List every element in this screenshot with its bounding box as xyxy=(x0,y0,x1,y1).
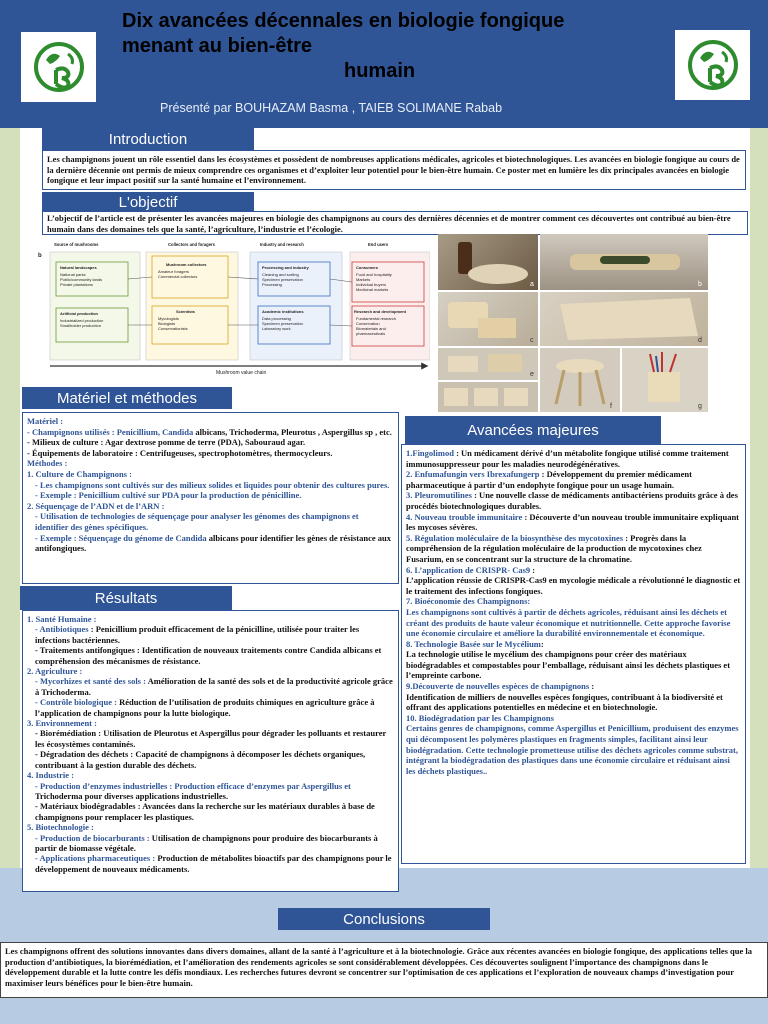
svg-text:Private plantations: Private plantations xyxy=(60,282,93,287)
svg-text:Food and hospitality: Food and hospitality xyxy=(356,272,392,277)
introduction-heading: Introduction xyxy=(42,128,254,150)
photo-letter-c: c xyxy=(530,337,534,344)
photo-g xyxy=(622,348,708,412)
col-collectors: Collectors and foragers xyxy=(168,242,216,247)
photo-letter-e: e xyxy=(530,371,534,378)
authors: Présenté par BOUHAZAM Basma , TAIEB SOLIMANE Rabab xyxy=(160,101,503,115)
materiel-line: - Champignons utilisés : Penicillium, Candida xyxy=(27,426,194,437)
title-line-3: humain xyxy=(344,60,416,82)
col-end-users: End users xyxy=(368,242,389,247)
svg-text:Commercial collectors: Commercial collectors xyxy=(158,274,198,279)
photo-a xyxy=(438,234,538,290)
materiel-line: 2. Séquençage de l’ADN et de l’ARN : xyxy=(27,500,165,511)
photo-letter-d: d xyxy=(698,337,702,344)
materiel-line: Matériel : xyxy=(27,416,64,426)
materiel-line: 1. Culture de Champignons : xyxy=(27,468,132,479)
title-line-1: Dix avancées décennales en biologie fongique xyxy=(122,10,565,32)
logo-icon xyxy=(684,38,742,92)
materiel-line: albicans pour identifier les gènes de résistance aux antifongiques. xyxy=(35,532,391,554)
svg-text:Processing: Processing xyxy=(262,282,282,287)
materiel-line: - Utilisation de technologies de séquençage pour analyser les génomes des champignons et identifier des gènes spécifiques. xyxy=(35,511,359,532)
svg-text:Industrialized production: Industrialized production xyxy=(60,318,104,323)
photo-e2 xyxy=(438,382,538,412)
svg-text:Amateur foragers: Amateur foragers xyxy=(158,269,189,274)
c4a-title: Consumers xyxy=(356,265,379,270)
photo-b xyxy=(540,234,708,290)
university-logo-left xyxy=(21,32,96,102)
conclusions-text: Les champignons offrent des solutions innovantes dans divers domaines, allant de la santé à l’agriculture et à la biotechnologie. Grâce aux récentes avancées en biologie fongique, des applications telles que la production d’antibiotiques, la biorémédiation, et l’amélioration des rendements agricoles se sont considérablement développées. Ces découvertes soulignent l’importance des champignons dans le développement durable et la lutte contre les défis mondiaux. Les recherches futures devront se concentrer sur l’optimisation de ces applications et l’exploration de nouveaux champs d’investigation pour maximiser leurs bénéfices pour le bien-être humain. xyxy=(0,942,768,998)
svg-text:Laboratory work: Laboratory work xyxy=(262,326,291,331)
c1b-title: Artificial production xyxy=(60,311,98,316)
c4b-title: Research and development xyxy=(354,309,407,314)
materiel-line: - Les champignons sont cultivés sur des milieux solides et liquides pour obtenir des cultures pures. xyxy=(35,479,390,490)
materiel-line: - Équipements de laboratoire : Centrifugeuses, spectrophotomètres, thermocycleurs. xyxy=(27,447,333,458)
photo-c xyxy=(438,292,538,346)
resultats-text: 1. Santé Humaine : - Antibiotiques : Penicillium produit efficacement de la pénicilline, utilisée pour traiter les infections bactériennes. - Traitements antifongiques : Identification de nouveaux traitements contre Candida albicans et compréhension des mécanismes de résistance. 2. Agriculture : - Mycorhizes et santé des sols : Amélioration de la santé des sols et de la productivité agricole grâce à Trichoderma. - Contrôle biologique : Réduction de l’utilisation de produits chimiques en agriculture grâce à l’application de champignons pour la lutte biologique. 3. Environnement : - Biorémédiation : Utilisation de Pleurotus et Aspergillus pour dégrader les polluants et restaurer les écosystèmes contaminés. - Dégradation des déchets : Capacité de champignons à décomposer les déchets organiques, contribuant à la gestion durable des déchets. 4. Industrie : - Production d’enzymes industrielles : Production efficace d’enzymes par Aspergillus et Trichoderma pour diverses applications industrielles. - Matériaux biodégradables : Avancées dans la recherche sur les matériaux durables à base de champignons pour remplacer les plastiques. 5. Biotechnologie : - Production de biocarburants : Utilisation de champignons pour produire des biocarburants à partir de biomasse végétale. - Applications pharmaceutiques : Production de métabolites bioactifs par des champignons pour le développement de nouveaux médicaments. xyxy=(22,610,399,892)
svg-text:Public/community lands: Public/community lands xyxy=(60,277,103,282)
diagram-footer: Mushroom value chain xyxy=(216,370,267,376)
photo-d xyxy=(540,292,708,346)
photo-letter-f: f xyxy=(610,403,612,410)
svg-text:Biologists: Biologists xyxy=(158,321,176,326)
col-source: Source of mushrooms xyxy=(54,242,99,247)
svg-text:Medicinal markets: Medicinal markets xyxy=(356,287,389,292)
svg-text:pharmaceuticals: pharmaceuticals xyxy=(356,331,386,336)
materiel-line: - Milieux de culture : Agar dextrose pomme de terre (PDA), Sabouraud agar. xyxy=(27,437,306,448)
materiel-line: albicans, Trichoderma, Pleurotus , Aspergillus sp , etc. xyxy=(193,426,392,437)
c3b-title: Academic institutions xyxy=(262,309,304,314)
c2b-title: Scientists xyxy=(176,309,195,314)
university-logo-right xyxy=(675,30,750,100)
c2a-title: Mushroom collectors xyxy=(166,262,207,267)
photo-e xyxy=(438,348,538,380)
photo-letter-a: a xyxy=(530,281,534,288)
c3a-title: Processing and industry xyxy=(262,265,309,270)
resultats-heading: Résultats xyxy=(20,586,232,610)
svg-text:Individual buyers: Individual buyers xyxy=(356,282,387,287)
title-line-2: menant au bien-être xyxy=(122,35,313,57)
materiel-line: - Exemple : Penicillium cultivé sur PDA pour la production de pénicilline. xyxy=(35,490,302,501)
svg-text:Markets: Markets xyxy=(356,277,371,282)
objectif-heading: L'objectif xyxy=(42,192,254,212)
c1a-items: National parks xyxy=(60,272,86,277)
mushroom-value-chain-diagram xyxy=(36,240,430,376)
materiel-heading: Matériel et méthodes xyxy=(22,387,232,409)
photo-letter-g: g xyxy=(698,403,702,410)
svg-text:Conservationists: Conservationists xyxy=(158,326,188,331)
conclusions-heading: Conclusions xyxy=(278,908,490,930)
materiel-text xyxy=(22,412,399,584)
poster-header xyxy=(0,0,768,128)
svg-text:Specimen preservation: Specimen preservation xyxy=(262,321,303,326)
c1a-title: Natural landscapes xyxy=(60,265,97,270)
introduction-text: Les champignons jouent un rôle essentiel dans les écosystèmes et possèdent de nombreuses applications médicales, agricoles et biotechnologiques. Les avancées en biologie fongique au cours de la dernière décennie ont permis de mieux comprendre ces organismes et d’exploiter leur potentiel pour le bien-être humain. Ce poster met en lumière les dix principales avancées en biologie fongique et leur impact positif sur la santé humaine et l’environnement. xyxy=(42,150,746,190)
left-side-band xyxy=(0,128,20,868)
svg-text:Specimen preservation: Specimen preservation xyxy=(262,277,303,282)
poster-title xyxy=(122,9,642,84)
svg-text:Biomaterials and: Biomaterials and xyxy=(356,326,386,331)
col-industry: Industry and research xyxy=(260,242,304,247)
diagram-letter: b xyxy=(38,253,42,259)
avancees-text: 1.Fingolimod : Un médicament dérivé d’un métabolite fongique utilisé comme traitement immunosuppresseur pour les maladies neurodégénératives. 2. Enfumafungin vers Ibrexafungerp : Développement du premier médicament pharmaceutique à partir d’un endophyte fongique pour un usage humain. 3. Pleuromutilines : Une nouvelle classe de médicaments antibactériens produits grâce à des procédés biotechnologiques durables. 4. Nouveau trouble immunitaire : Découverte d’un nouveau trouble immunitaire expliquant les mycoses sévères. 5. Régulation moléculaire de la biosynthèse des mycotoxines : Progrès dans la compréhension de la régulation moléculaire de la production de mycotoxines chez Fusarium, en se concentrant sur la structure de la chromatine. 6. L’application de CRISPR- Cas9 : L’application réussie de CRISPR-Cas9 en mycologie médicale a révolutionné le diagnostic et le traitement des infections fongiques. 7. Bioéconomie des Champignons: Les champignons sont cultivés à partir de déchets agricoles, réduisant ainsi les déchets et créant des produits de haute valeur économique et nutritionnelle. Cette approche favorise une économie circulaire et améliore la durabilité environnementale et économique. 8. Technologie Basée sur le Mycélium: La technologie utilise le mycélium des champignons pour créer des matériaux biodégradables et compostables pour l’emballage, réduisant ainsi les déchets plastiques et l’empreinte carbone. 9.Découverte de nouvelles espèces de champignons : Identification de milliers de nouvelles espèces fongiques, contribuant à la biodiversité et offrant des applications potentielles en médecine et en biotechnologie. 10. Biodégradation par les Champignons Certains genres de champignons, comme Aspergillus et Penicillium, produisent des enzymes qui décomposent les polymères plastiques en fragments simples, facilitant ainsi leur biodégradation. Cette technologie prometteuse utilise des déchets agricoles comme substrat, intégrant la biodégradation des plastiques dans une économie circulaire et réduisant ainsi les déchets plastiques.. xyxy=(401,444,746,864)
svg-text:Data processing: Data processing xyxy=(262,316,291,321)
svg-text:Smallholder production: Smallholder production xyxy=(60,323,101,328)
svg-text:Cleaning and sorting: Cleaning and sorting xyxy=(262,272,299,277)
svg-text:Fundamental research: Fundamental research xyxy=(356,316,397,321)
materiel-line: Méthodes : xyxy=(27,458,68,469)
photo-letter-b: b xyxy=(698,281,702,288)
svg-text:Conservation: Conservation xyxy=(356,321,380,326)
objectif-text: L’objectif de l’article est de présenter les avancées majeures en biologie des champignons au cours des dernières décennies et de montrer comment ces découvertes ont contribué au bien-être humain dans des domaines tels que la santé, l’agriculture, l’industrie et l’écologie. xyxy=(42,211,748,235)
logo-icon xyxy=(30,40,88,94)
mycelium-materials-photos xyxy=(438,234,708,412)
svg-text:Mycologists: Mycologists xyxy=(158,316,179,321)
photo-f xyxy=(540,348,620,412)
right-side-band xyxy=(750,128,768,868)
avancees-heading: Avancées majeures xyxy=(405,416,661,444)
materiel-line: - Exemple : Séquençage du génome de Candida xyxy=(35,532,207,543)
